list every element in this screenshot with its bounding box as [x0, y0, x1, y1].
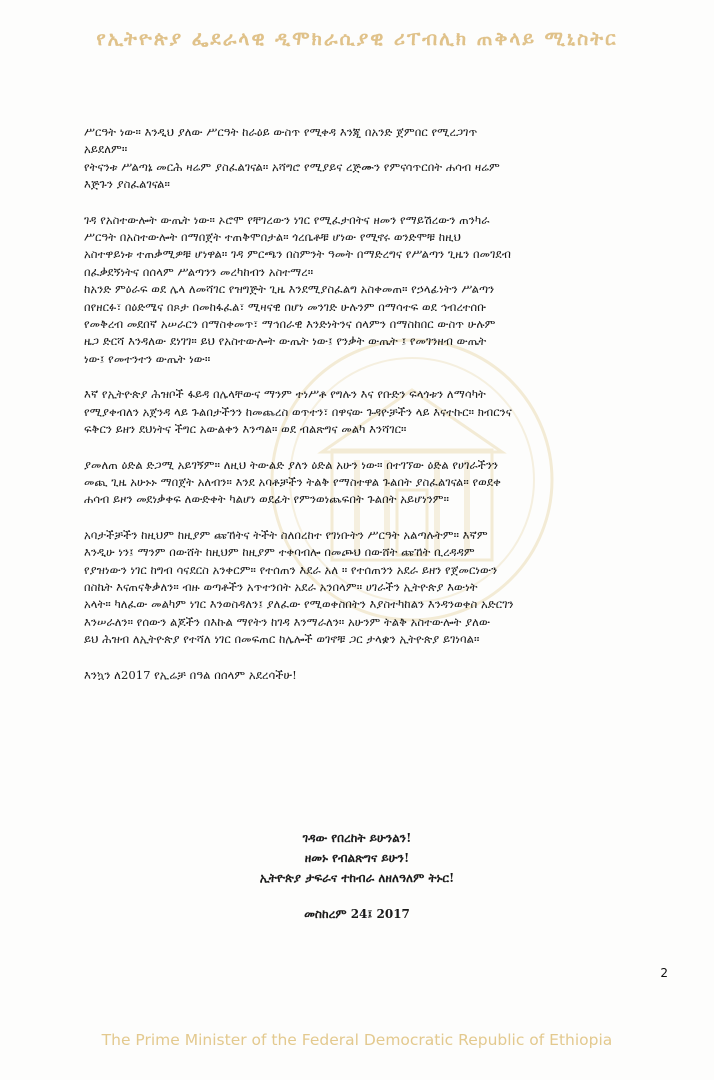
text-line: አይደለም። [84, 142, 128, 157]
text-line: ነው፤ የመተንተን ውጤት ነው። [84, 351, 211, 366]
text-line: በፈቃደኝነትና በሰላም ሥልጣንን መረካከብን አስተማረ። [84, 264, 314, 279]
letterhead-title: የኢትዮጵያ ፌደራላዊ ዲሞክራሲያዊ ሪፐብሊክ ጠቅላይ ሚኒስትር [96, 28, 618, 50]
text-line: የያዝነውን ነገር ከግብ ሳናደርስ አንቀርም። የተሰጠን እደራ አለ ። የተሰጠንን አደራ ይዘን የጀመርነውን [84, 562, 498, 577]
text-line: ሐሳብ ይዞን መደነቃቀፍ ለውድቀት ካልሆነ ወደፊት የምንወነጨፍበት ጉልበት አይሆነንም። [84, 492, 450, 507]
greeting-paragraph [84, 667, 637, 684]
text-line: በየዘርፉ፣ በዕድሜና በጾታ በመከፋፈል፣ ሚዛናዊ በሆነ መንገድ ሁሉንም በማሳተፍ ወደ ኅብረተሰቡ [84, 299, 487, 314]
text-line: የትናንቱ ሥልጣኔ መርሕ ዛሬም ያስፈልገናል። አሻግሮ የሚያይና ረጅሙን የምናሳጥርበት ሐሳብ ዛሬም [84, 159, 500, 174]
text-line: ሥርዓት በአስተውሎት በማበጀት ተጠቅሞበታል። ጎረቤቶቹ ሆነው የሚኖሩ ወንድሞቹ ከዚህ [84, 230, 461, 245]
text-line: አስተዋይነቱ ተጠቃሚዎቹ ሆነዋል። ገዳ ምርጫን በስምንት ዓመት በማድረግና የሥልጣን ጊዜን በመገደብ [84, 247, 511, 262]
text-line: እንዲሁ ነን፤ ማንም በውሸት ከዚህም ከዚያም ተቀባብሎ በመጮህ በውሸት ጩኸት ቢረዳዳም [84, 545, 475, 560]
closing-line: ኢትዮጵያ ታፍራና ተከብራ ለዘለዓለም ትኑር! [259, 871, 455, 885]
paragraph [84, 527, 637, 649]
text-line: ፍቅርን ይዘን ደህነትና ችግር አውልቀን እንጣል። ወደ ብልጽግና መልካ እንሻገር። [84, 422, 407, 437]
letter-date: መስከረም 24፤ 2017 [304, 907, 410, 921]
letterhead-footer: The Prime Minister of the Federal Democratic Republic of Ethiopia [101, 1031, 613, 1049]
page-number: 2 [660, 966, 668, 980]
closing-wishes [0, 828, 714, 924]
paragraph [84, 457, 637, 509]
text-line: ከአንድ ምዕራፍ ወደ ሌላ ለመሻገር የዝግጅት ጊዜ እንደሚያስፈልግ አስቀመጠ። የኃላፊነትን ሥልጣን [84, 282, 495, 297]
text-line: እኛ የኢትዮጵያ ሕዝቦች ፋይዳ በሌላቸውና ማንም ተነሥቶ የግሉን እና የቡድን ፍላጎቱን ለማሳካት [84, 387, 486, 402]
text-line: እንሠራለን። የሰውን ልጆችን በእኩል ማየትን ከገዳ እንማራለን። አሁንም ትልቅ አስተውሎት ያለው [84, 614, 491, 629]
paragraph [84, 124, 637, 194]
text-line: እጅጉን ያስፈልገናል። [84, 177, 170, 192]
text-line: አላት። ካለፈው መልካም ነገር እንወስዳለን፤ ያለፈው የሚወቀስበትን እያስተካከልን እንዳንወቀስ አድርገን [84, 597, 514, 612]
text-line: መጪ ጊዜ አሁኑኑ ማበጀት አለብን። እንደ አባቶቻችን ትልቅ የማስተዋል ጉልበት ያስፈልገናል። የወደቀ [84, 474, 501, 489]
letter-body [84, 124, 637, 702]
text-line: እንኳን ለ2017 የኢሬቻ በዓል በሰላም አደረሳችሁ! [84, 667, 297, 682]
text-line: የመቅረብ መደበኛ አሠራርን በማስቀመጥ፣ ማኅበራዊ እንድነትንና ሰላምን በማስከበር ውስጥ ሁሉም [84, 317, 496, 332]
closing-line: ዘመኑ የብልጽግና ይሁን! [304, 851, 410, 865]
text-line: ዜጋ ድርሻ እንዳለው ደነገገ። ይህ የአስተውሎት ውጤት ነው፤ የንቃት ውጤት ፤ የመገንዘብ ውጤት [84, 334, 487, 349]
text-line: በስኬት እናጠናቅቃለን። ብዙ ወጣቶችን አጥተንበት አደራ አንበላም። ሀገራችን ኢትዮጵያ እውነት [84, 579, 478, 594]
text-line: የሚያቀብለን አጀንዳ ላይ ጉልበታችንን ከመጨረስ ወጥተን፣ በዋናው ጉዳዮቻችን ላይ እናተኩር። ክብርንና [84, 404, 512, 419]
text-line: ሥርዓት ነው። እንዲህ ያለው ሥርዓት ከራዕይ ውስጥ የሚቀዳ እንጂ በአንድ ጀምበር የሚረጋገጥ [84, 125, 478, 139]
paragraph [84, 212, 637, 369]
text-line: ያመለጠ ዕድል ድጋሚ አይገኝም። ለዚህ ትውልድ ያለን ዕድል አሁን ነው። በተገኘው ዕድል የሀገራችንን [84, 457, 499, 472]
closing-line: ገዳው የበረከት ይሁንልን! [302, 831, 412, 845]
text-line: አባታችቻችን ከዚህም ከዚያም ጩኸትና ትችት ስለበረከተ የገነቡትን ሥርዓት አልጣሉትም። እኛም [84, 527, 488, 542]
text-line: ገዳ የአስተውሎት ውጤት ነው። ኦሮሞ የቸገረውን ነገር የሚፈታበትና ዘመን የማይሽረውን ጠንካራ [84, 212, 490, 227]
paragraph [84, 386, 637, 438]
text-line: ይህ ሕዝብ ለኢትዮጵያ የተሻለ ነገር በመፍጠር ከሌሎች ወገኖቹ ጋር ታላቋን ኢትዮጵያ ይገነባል። [84, 632, 480, 647]
